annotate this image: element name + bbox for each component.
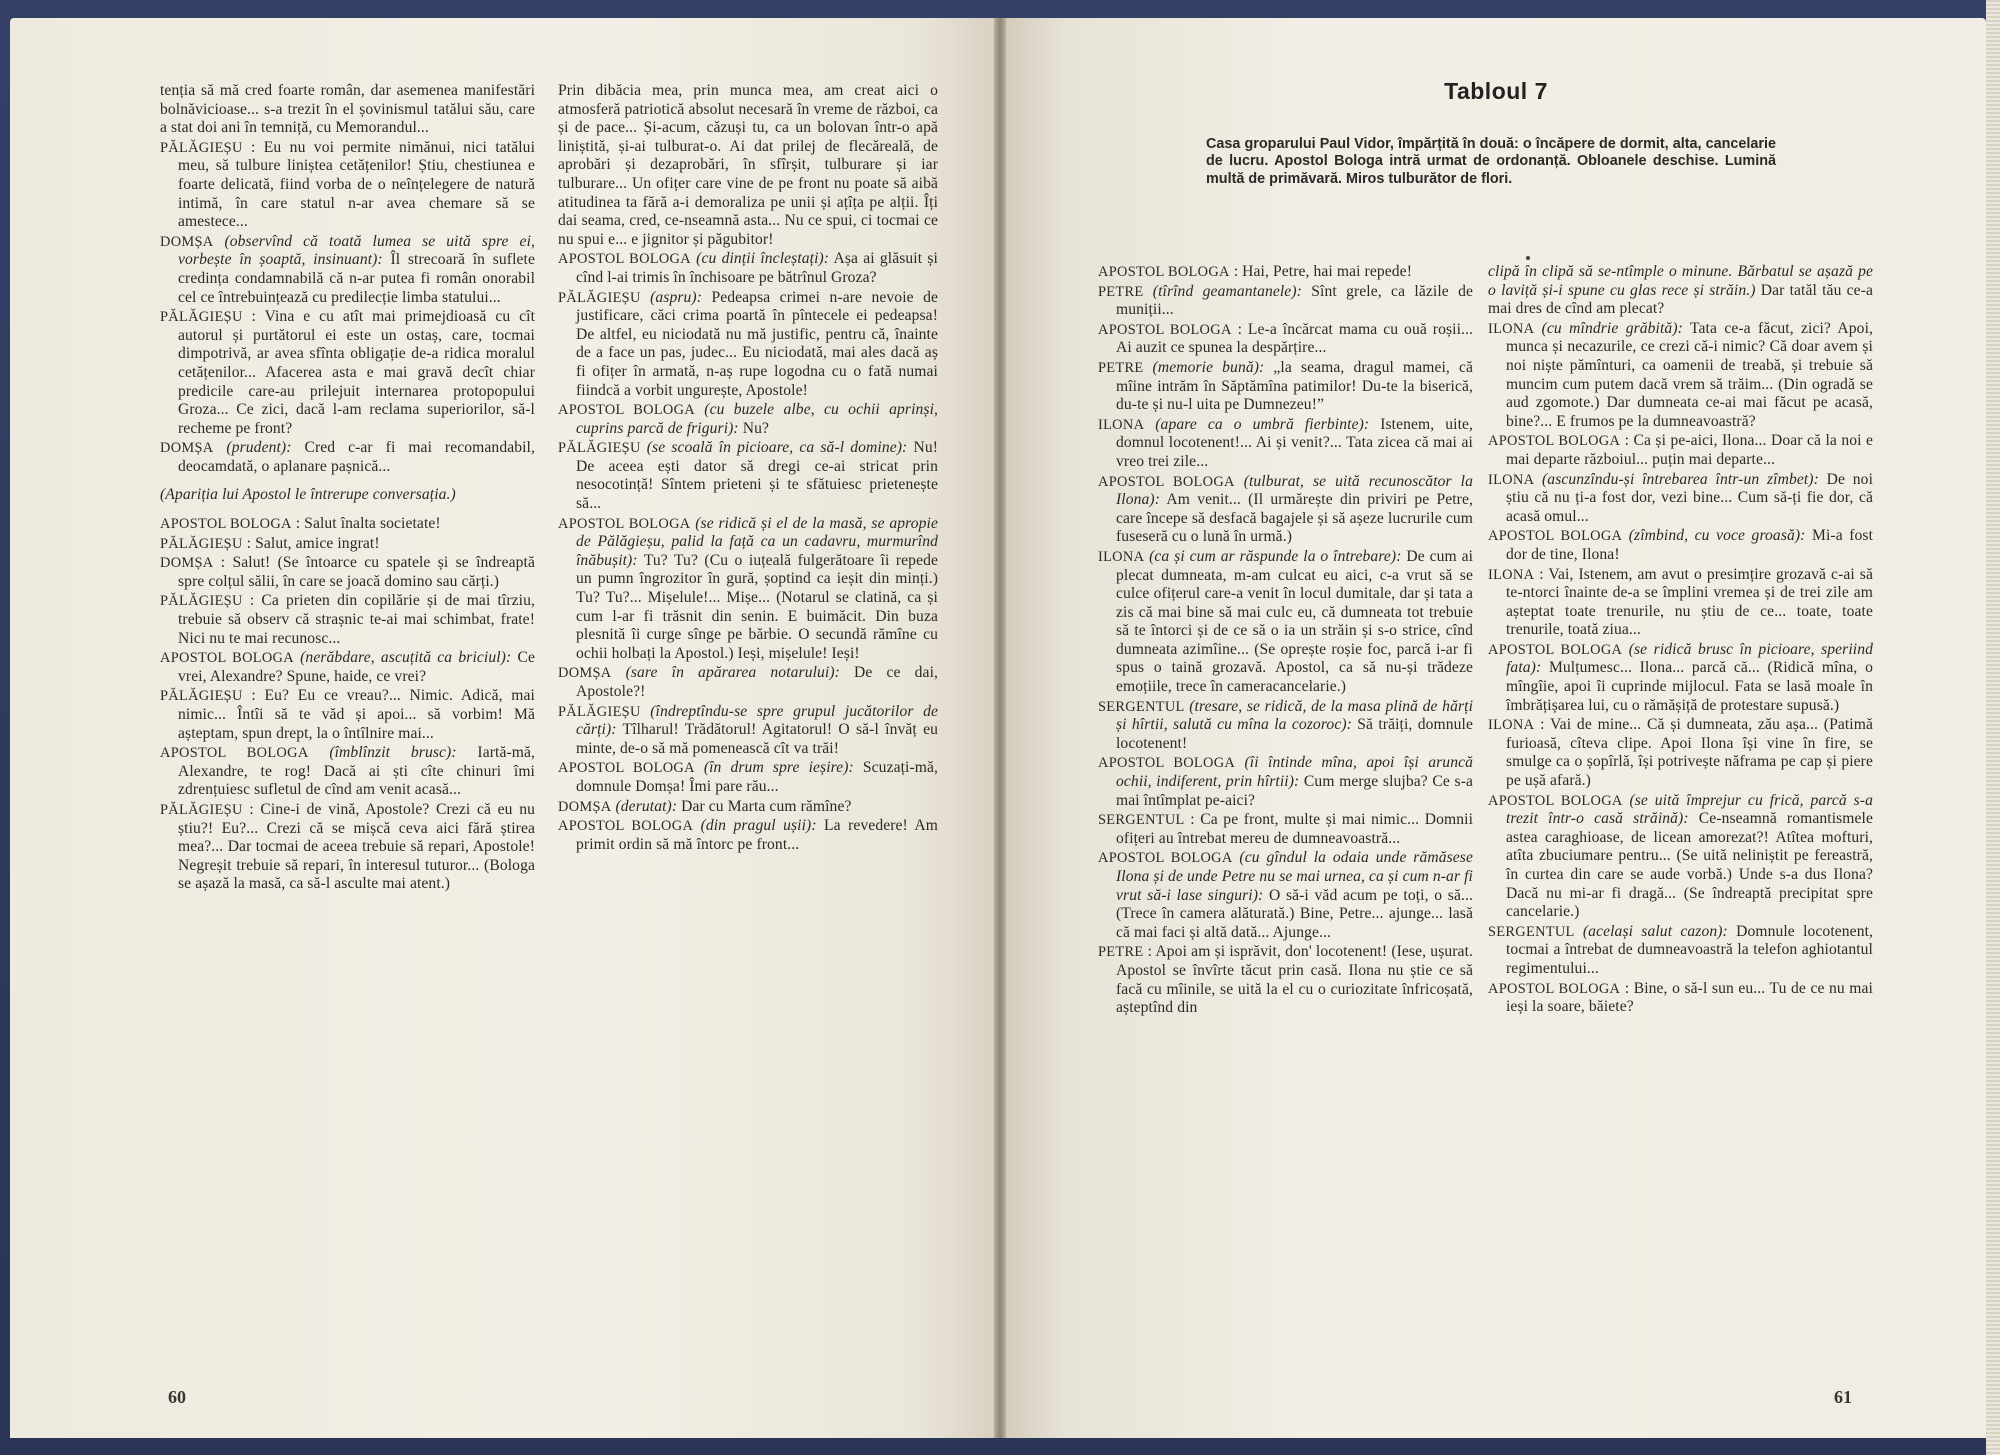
left-column-1 [160, 82, 535, 895]
dialogue-paragraph [558, 439, 938, 513]
speaker-name: DOMȘA [558, 665, 612, 682]
speaker-name: PĂLĂGIEȘU [160, 309, 243, 326]
dialogue-paragraph [1488, 641, 1873, 715]
dialogue-text: „la seama, dragul mamei, că mîine intrăm în Săptămîna patimilor! Du-te la biserică, du-te și nu-l uita pe Dumnezeu!” [1116, 358, 1473, 414]
dialogue-paragraph [160, 554, 535, 591]
dialogue-paragraph [558, 515, 938, 664]
dialogue-paragraph [1098, 321, 1473, 358]
dialogue-paragraph [558, 664, 938, 701]
speaker-name: PETRE [1098, 283, 1144, 300]
stage-direction: Casa groparului Paul Vidor, împărțită în două: o încăpere de dormit, alta, cancelarie de lucru. Apostol Bologa intră urmat de ordonanță. Obloanele deschise. Lumină multă de primăvară. Miros tulburător de flori. [1206, 136, 1776, 187]
stage-note: (se ridică și el de la masă, se apropie de Pălăgieșu, palid la față ca un cadavru, murmurînd înăbușit): [576, 514, 938, 569]
stage-note: (îmblînzit brusc): [329, 744, 457, 762]
dialogue-text: Domnule locotenent, tocmai a întrebat de dumneavoastră la telefon aghiotantul regimentului... [1506, 922, 1874, 977]
speaker-name: APOSTOL BOLOGA [558, 515, 691, 532]
stage-note: (cu mîndrie grăbită): [1541, 319, 1683, 337]
dialogue-text: : Vina e cu atît mai primejdioasă cu cît autorul și purtătorul ei este un ostaș, care, tocmai dimpotrivă, ar avea sfînta obligație de-a ridica moralul cetățenilor... Afacerea asta e mai gravă decît chiar predicile care-au prilejuit internarea protopopului Groza... Ce zici, dacă l-am reclama superiorilor, să-l recheme pe front? [178, 308, 536, 437]
dialogue-text: Mulțumesc... Ilona... parcă că... (Ridică mîna, o mîngîie, apoi îi cuprinde mijlocul. Fata se lasă moale în îmbrățișarea lui, cu o rămășiță de protestare supusă.) [1506, 659, 1873, 714]
dialogue-text: : Salut! (Se întoarce cu spatele și se îndreaptă spre colțul sălii, în care se joacă domino sau cărți.) [178, 554, 535, 590]
speaker-name: SERGENTUL [1098, 812, 1185, 829]
speaker-name: APOSTOL BOLOGA [558, 818, 694, 835]
dialogue-text: Prin dibăcia mea, prin munca mea, am creat aici o atmosferă patriotică absolut necesară în vreme de război, ca și de pace... Și-acum, căzuși tu, ca un bolovan într-o apă liniștită, și-ai tulburat-o. Ai dat prilej de flecăreală, de aprobări și dezaprobări, în sfîrșit, tulburare și iar tulburare... Un ofițer care vine de pe front nu poate să aibă atitudinea ta fără a-i demoraliza pe unii și ațîța pe alții. Îți dai seama, cred, ce-nseamnă asta... Nu ce spui, ci tocmai ce nu spui e... e jignitor și păgubitor! [558, 82, 938, 248]
dialogue-text: De noi știu că nu ți-a fost dor, vezi bine... Cum să-ți fie dor, că acasă omul... [1506, 470, 1873, 525]
dialogue-paragraph [160, 687, 535, 743]
dialogue-text: : Ca pe front, multe și mai nimic... Domnii ofițeri au întrebat mereu de dumneavoastră... [1116, 811, 1473, 847]
left-page [10, 18, 994, 1438]
dialogue-paragraph [558, 250, 938, 287]
speaker-name: PĂLĂGIEȘU [160, 688, 243, 705]
dialogue-text: tenția să mă cred foarte român, dar asemenea manifestări bolnăvicioase... s-a trezit în el șovinismul tatălui său, care a stat doi ani în temniță, cu Memorandul... [160, 82, 535, 137]
stage-note: (tîrînd geamantanele): [1152, 282, 1302, 300]
stage-note: (din pragul ușii): [700, 817, 817, 835]
dialogue-paragraph [1098, 263, 1473, 282]
dialogue-paragraph [558, 817, 938, 854]
dialogue-paragraph [160, 535, 535, 554]
scene-title: Tabloul 7 [1444, 78, 1548, 104]
speaker-name: APOSTOL BOLOGA [1488, 980, 1621, 997]
dialogue-paragraph [1488, 263, 1873, 319]
speaker-name: SERGENTUL [1488, 923, 1575, 940]
dialogue-text: Dar tatăl tău ce-a mai dres de cînd am plecat? [1488, 281, 1874, 318]
dialogue-text: Ce-nseamnă romantismele astea caraghioase, de licean amorezat?! Atîtea mofturi, atîta zbuciumare pentru... (Se uită neliniștit pe fereastră, în curtea din care se aude vorbă.) Unde s-a dus Ilona? Dacă nu mi-ar fi dragă... (Se îndreaptă precipitat spre cancelarie.) [1506, 810, 1874, 921]
speaker-name: DOMȘA [160, 440, 214, 457]
speaker-name: ILONA [1488, 471, 1535, 488]
speaker-name: PETRE [1098, 944, 1144, 961]
dialogue-paragraph [1488, 566, 1873, 640]
speaker-name: PĂLĂGIEȘU [160, 139, 243, 156]
dialogue-paragraph [1488, 320, 1873, 432]
stage-note: (derutat): [615, 797, 678, 815]
dialogue-text: Am venit... (Il urmărește din priviri pe Petre, care începe să desfacă bagajele și să așeze lucrurile cum fuseseră cu o lună în urmă.) [1116, 491, 1473, 546]
speaker-name: APOSTOL BOLOGA [1488, 641, 1623, 658]
stage-note: (se scoală în picioare, ca să-l domine): [646, 439, 908, 457]
dialogue-text: : Vai, Istenem, am avut o presimțire grozavă c-ai să te-ntorci înainte de-a se împlini vremea și de trei zile am așteptat toate trenurile, nu știu de ce... toate, toate trenurile, toată ziua... [1506, 565, 1873, 639]
dialogue-paragraph [1098, 754, 1473, 810]
dialogue-paragraph [160, 82, 535, 138]
dialogue-paragraph [558, 703, 938, 759]
page-number: 61 [1834, 1387, 1852, 1407]
dialogue-paragraph [1488, 923, 1873, 979]
speaker-name: APOSTOL BOLOGA [1098, 264, 1230, 280]
stage-note: (apare ca o umbră fierbinte): [1155, 415, 1370, 433]
dialogue-paragraph [1488, 432, 1873, 469]
dialogue-text: : Apoi am și isprăvit, don' locotenent! (Iese, ușurat. Apostol se învîrte tăcut prin casă. Ilona nu știe ce să facă cu mîinile, se uită la el cu o curiozitate înfricoșată, așteptînd din [1116, 943, 1474, 1017]
dialogue-text: De ce dai, Apostole?! [576, 664, 939, 700]
dialogue-paragraph [1098, 359, 1473, 415]
speaker-name: DOMȘA [558, 798, 612, 815]
dialogue-text: Nu? [742, 419, 769, 437]
dialogue-text: La revedere! Am primit ordin să mă întorc pe front... [576, 817, 938, 853]
dialogue-paragraph [558, 401, 938, 438]
stage-note: (cu gîndul la odaia unde rămăsese Ilona și de unde Petre nu se mai urnea, ca și cum n-ar fi vrut să-i lase singuri): [1116, 849, 1473, 904]
stage-note: (îi întinde mîna, apoi își aruncă ochii, indiferent, prin hîrtii): [1116, 754, 1474, 791]
speaker-name: SERGENTUL [1098, 698, 1185, 715]
speaker-name: DOMȘA [160, 233, 214, 250]
speaker-name: APOSTOL BOLOGA [1488, 528, 1623, 545]
right-page [1006, 18, 1986, 1438]
speaker-name: PĂLĂGIEȘU [558, 440, 641, 457]
stage-note: (prudent): [226, 439, 292, 457]
speaker-name: APOSTOL BOLOGA [558, 402, 695, 419]
dialogue-text: Tata ce-a făcut, zici? Apoi, munca și necazurile, ce crezi că-i nimic? Că doar avem și noi niște pămînturi, ca oamenii de treabă, și trebuie să muncim cum putem dacă vrem să trăim... (Din ogradă se aud zgomote.) Dar dumneata ce-ai mai făcut pe acasă, bine?... E frumos pe la dumneavoastră? [1506, 319, 1874, 430]
stage-note: (cu dinții încleștați): [696, 250, 830, 268]
speaker-name: PĂLĂGIEȘU [160, 801, 243, 818]
speaker-name: APOSTOL BOLOGA [1098, 473, 1235, 490]
stage-note: (zîmbind, cu voce groasă): [1628, 527, 1806, 545]
dialogue-paragraph [1488, 471, 1873, 527]
speaker-name: ILONA [1488, 566, 1535, 583]
speaker-name: APOSTOL BOLOGA [558, 760, 695, 777]
dialogue-text: Pedeapsa crimei n-are nevoie de justificare, căci crima poartă în pîntecele ei pedeapsa! De altfel, eu niciodată nu mă justific, pentru că, înainte de a face un pas, judec... Eu niciodată, mai ales dacă aș fi ofițer în armată, n-aș rupe logodna cu o fată numai fiindcă a vorbit ungurește, Apostole! [576, 288, 939, 399]
dialogue-paragraph [1488, 716, 1873, 790]
speaker-name: ILONA [1098, 548, 1145, 565]
stage-note: (observînd că toată lumea se uită spre ei, vorbește în șoaptă, insinuant): [178, 232, 536, 269]
dialogue-paragraph [1488, 527, 1873, 564]
dialogue-text: Să trăiți, domnule locotenent! [1116, 716, 1474, 752]
book-gutter [994, 18, 1006, 1438]
dialogue-text: Iartă-mă, Alexandre, te rog! Dacă ai ști cîte chinuri îmi zdrențuiesc sufletul de cînd am venit acasă... [178, 744, 536, 799]
dialogue-paragraph [160, 308, 535, 438]
right-column-1 [1098, 263, 1473, 1019]
dialogue-paragraph [1098, 473, 1473, 547]
dialogue-text: : Eu nu voi permite nimănui, nici tatălui meu, să tulbure liniștea cetățenilor! Știu, chestiunea e foarte delicată, fiind vorba de o neînțelegere de natură intimă, în care statul n-ar avea chemare să se amestece... [178, 138, 536, 231]
stage-note: (Apariția lui Apostol le întrerupe conversația.) [160, 486, 456, 504]
speaker-name: ILONA [1488, 717, 1535, 734]
speaker-name: PETRE [1098, 359, 1144, 376]
speaker-name: APOSTOL BOLOGA [1488, 792, 1623, 809]
speaker-name: APOSTOL BOLOGA [1488, 433, 1621, 450]
dialogue-text: : Vai de mine... Că și dumneata, zău așa... (Patimă furioasă, cîteva clipe. Apoi Ilona își vine în fire, se smulge ca o șopîrlă, își potrivește năframa pe cap și piere pe ușă afară.) [1506, 716, 1873, 790]
speaker-name: PĂLĂGIEȘU [558, 703, 641, 720]
speaker-name: PĂLĂGIEȘU [558, 289, 641, 306]
dialogue-text: Sînt grele, ca lăzile de muniții... [1116, 282, 1473, 319]
dialogue-text: Așa ai glăsuit și cînd l-ai trimis în închisoare pe bătrînul Groza? [576, 250, 938, 286]
page-edges [1986, 0, 2000, 1455]
speaker-name: APOSTOL BOLOGA [1098, 321, 1232, 338]
stage-note: (îndreptîndu-se spre grupul jucătorilor de cărți): [576, 702, 938, 739]
speaker-name: APOSTOL BOLOGA [160, 650, 294, 667]
dialogue-paragraph [160, 649, 535, 686]
speaker-name: APOSTOL BOLOGA [160, 516, 292, 533]
stage-note: (ascunzîndu-și întrebarea într-un zîmbet): [1542, 470, 1819, 488]
print-speck [1526, 256, 1530, 260]
stage-note: clipă în clipă să se-ntîmple o minune. Bărbatul se așază pe o laviță și-i spune cu glas rece și străin.) [1488, 263, 1873, 299]
dialogue-paragraph [160, 801, 535, 894]
dialogue-text: Ce vrei, Alexandre? Spune, haide, ce vrei? [178, 649, 536, 685]
dialogue-paragraph [558, 289, 938, 401]
stage-note: (se uită împrejur cu frică, parcă s-a trezit într-o casă străină): [1506, 791, 1873, 828]
dialogue-text: Îl strecoară în suflete credința condamnabilă că n-ar putea fi român onorabil cel ce întrebuințează cu predilecție limba statului... [178, 251, 536, 306]
stage-note: (sare în apărarea notarului): [625, 664, 840, 682]
stage-note: (tresare, se ridică, de la masa plină de hărți și hîrtii, salută cu mîna la cozoroc): [1116, 697, 1474, 734]
dialogue-paragraph [1098, 416, 1473, 472]
page-number: 60 [168, 1387, 186, 1407]
dialogue-paragraph [160, 233, 535, 307]
stage-note: (nerăbdare, ascuțită ca briciul): [300, 649, 512, 667]
dialogue-text: : Ca și pe-aici, Ilona... Doar că la noi e mai departe războiul... puțin mai departe... [1506, 432, 1874, 468]
stage-note: (tulburat, se uită recunoscător la Ilona): [1116, 472, 1473, 509]
dialogue-paragraph [558, 82, 938, 249]
stage-note: (același salut cazon): [1582, 922, 1728, 940]
dialogue-text: Nu! De aceea ești dator să dregi ce-ai stricat prin nesocotință! Sîntem prieteni și te sfătuiesc prietenește să... [576, 439, 939, 513]
dialogue-text: : Le-a încărcat mama cu ouă roșii... Ai auzit ce spunea la despărțire... [1116, 320, 1473, 357]
dialogue-paragraph [558, 798, 938, 817]
stage-note: (aspru): [650, 288, 702, 306]
dialogue-paragraph [1098, 548, 1473, 697]
stage-note: (cu buzele albe, cu ochii aprinși, cuprins parcă de friguri): [576, 401, 939, 437]
dialogue-text: : Cine-i de vină, Apostole? Crezi că eu nu știu?! Eu?... Crezi că se mișcă ceva aici fără știrea mea?... Dar tocmai de aceea trebuie să repari, Apostole! Negreșit trebuie să repari, în interesul tuturor... (Bologa se așază la masă, ca să-l asculte mai atent.) [178, 800, 535, 893]
stage-note: (memorie bună): [1152, 358, 1265, 376]
dialogue-paragraph [1098, 283, 1473, 320]
stage-note: (în drum spre ieșire): [703, 759, 854, 777]
dialogue-text: Cum merge slujba? Ce s-a mai întîmplat pe-aici? [1116, 773, 1474, 809]
dialogue-text: : Salut înalta societate! [295, 515, 441, 533]
dialogue-text: : Eu? Eu ce vreau?... Nimic. Adică, mai nimic... Întîi să te văd și apoi... să vorbim! Mă așteptam, spun drept, la o întîlnire mai... [178, 687, 535, 742]
speaker-name: APOSTOL BOLOGA [1098, 755, 1236, 772]
dialogue-paragraph [1098, 943, 1473, 1017]
speaker-name: DOMȘA [160, 555, 214, 572]
dialogue-text: : Hai, Petre, hai mai repede! [1233, 263, 1412, 280]
left-column-2 [558, 82, 938, 855]
dialogue-paragraph [160, 139, 535, 232]
dialogue-text: Mi-a fost dor de tine, Ilona! [1506, 527, 1874, 563]
speaker-name: ILONA [1488, 320, 1535, 337]
dialogue-text: Dar cu Marta cum rămîne? [681, 797, 852, 815]
dialogue-paragraph [1488, 980, 1873, 1017]
speaker-name: PĂLĂGIEȘU [160, 535, 243, 552]
dialogue-paragraph [1488, 792, 1873, 922]
dialogue-text: Tîlharul! Trădătorul! Agitatorul! O să-l învăț eu minte, de-o să mă pomenească cît va trăi! [576, 721, 938, 757]
dialogue-paragraph [558, 759, 938, 796]
dialogue-text: : Bine, o să-l sun eu... Tu de ce nu mai ieși la soare, băiete? [1506, 979, 1873, 1016]
dialogue-text: : Ca prieten din copilărie și de mai tîrziu, trebuie să observ că strașnic te-ai mai schimbat, frate! Nici nu te mai recunosc... [178, 592, 536, 647]
speaker-name: APOSTOL BOLOGA [160, 745, 309, 762]
dialogue-paragraph [160, 744, 535, 800]
dialogue-paragraph [160, 486, 535, 505]
dialogue-text: De cum ai plecat dumneata, m-am culcat eu aici, c-a vrut să se culce ofițerul care-a venit în locul dumitale, dar și tata a zis că mai bine să mai culc eu, că dumneata tot trebuie să te întorci și de ce să o ia un străin și s-o strice, cînd dumneata azimîine... (Se oprește roșie foc, parcă i-ar fi spus o taină grozavă. Apostol, ca să nu-și trădeze emoțiile, trece în cameracancelarie.) [1116, 547, 1474, 696]
dialogue-paragraph [160, 439, 535, 476]
right-column-2 [1488, 263, 1873, 1018]
dialogue-paragraph [160, 515, 535, 534]
stage-note: (ca și cum ar răspunde la o întrebare): [1149, 547, 1402, 565]
dialogue-text: Tu? Tu? (Cu o iuțeală fulgerătoare îi repede un pumn îngrozitor în gură, șoptind ca ieșit din minți.) Tu? Tu?... Mișelule!... Mișe... (Notarul se clatină, ca și cum l-ar fi trăsnit din senin. E buimăcit. Din buza plesnită îi curge sînge pe bărbie. O secundă rămîne cu ochii holbați la Apostol.) Ieși, mișelule! Ieși! [576, 551, 939, 662]
speaker-name: PĂLĂGIEȘU [160, 593, 243, 610]
dialogue-text: O să-i văd acum pe toți, o să... (Trece în camera alăturată.) Bine, Petre... ajunge... lasă că mai faci și altă dată... Ajunge... [1116, 886, 1473, 941]
speaker-name: APOSTOL BOLOGA [1098, 850, 1233, 867]
dialogue-paragraph [1098, 698, 1473, 754]
dialogue-text: Scuzați-mă, domnule Domșa! Îmi pare rău... [576, 759, 939, 795]
dialogue-paragraph [1098, 811, 1473, 848]
dialogue-text: : Salut, amice ingrat! [246, 534, 380, 552]
dialogue-text: Istenem, uite, domnul locotenent!... Ai și venit?... Tata zicea că mai ai vreo trei zile... [1116, 415, 1474, 470]
dialogue-paragraph [160, 592, 535, 648]
speaker-name: APOSTOL BOLOGA [558, 251, 691, 268]
dialogue-paragraph [1098, 849, 1473, 942]
dialogue-text: Cred c-ar fi mai recomandabil, deocamdată, o aplanare pașnică... [178, 439, 535, 475]
speaker-name: ILONA [1098, 416, 1145, 433]
stage-note: (se ridică brusc în picioare, speriind fata): [1506, 640, 1874, 677]
